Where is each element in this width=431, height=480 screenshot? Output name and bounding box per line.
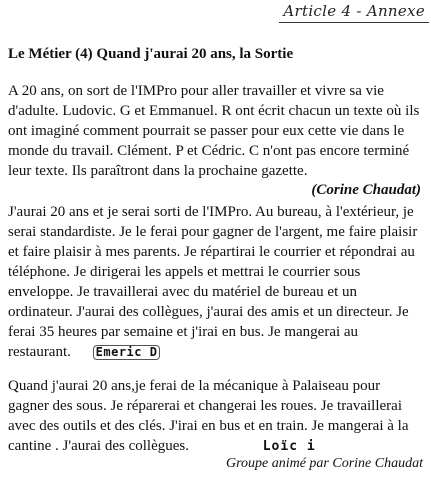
annex-label: Article 4 - Annexe <box>283 2 425 20</box>
annex-underline <box>279 22 429 23</box>
paragraph-gap <box>8 362 423 376</box>
footer-credit: Groupe animé par Corine Chaudat <box>225 456 423 471</box>
text1-paragraph <box>8 202 423 362</box>
text2-body: Quand j'aurai 20 ans,je ferai de la mécanique à Palaiseau pour gagner des sous. Je réparerai et changerai les roues. Je travaillerai avec des outils et des clés. J'irai en bus et en train. Je mangerai à la cantine . J'aurai des collègues. <box>8 378 409 454</box>
article-title: Le Métier (4) Quand j'aurai 20 ans, la Sortie <box>8 46 294 62</box>
intro-paragraph: A 20 ans, on sort de l'IMPro pour aller travailler et vivre sa vie d'adulte. Ludovic. G et Emmanuel. R ont écrit chacun un texte où ils ont imaginé comment pourrait se passer pour eux cette vie dans le monde du travail. Clément. P et Cédric. C n'ont pas encore terminé leur texte. Ils paraîtront dans la prochaine gazette. <box>8 83 420 179</box>
text1-body: J'aurai 20 ans et je serai sorti de l'IMPro. Au bureau, à l'extérieur, je serai standardiste. Je le ferai pour gagner de l'argent, me faire plaisir et faire plaisir à mes parents. Je répartirai le courrier et répondrai au téléphone. Je dirigerai les appels et mettrai le courrier sous enveloppe. Je travaillerai avec du matériel de bureau et un ordinateur. J'aurai des collègues, j'aurai des amis et un directeur. Je ferai 35 heures par semaine et j'irai en bus. Je mangerai au restaurant. <box>8 204 418 360</box>
text1-author-handwritten: Emeric D <box>93 345 161 360</box>
article-content <box>8 45 423 457</box>
text2-author-handwritten: Loïc i <box>262 439 316 454</box>
text2-paragraph <box>8 376 423 457</box>
intro-signature: (Corine Chaudat) <box>311 182 421 198</box>
